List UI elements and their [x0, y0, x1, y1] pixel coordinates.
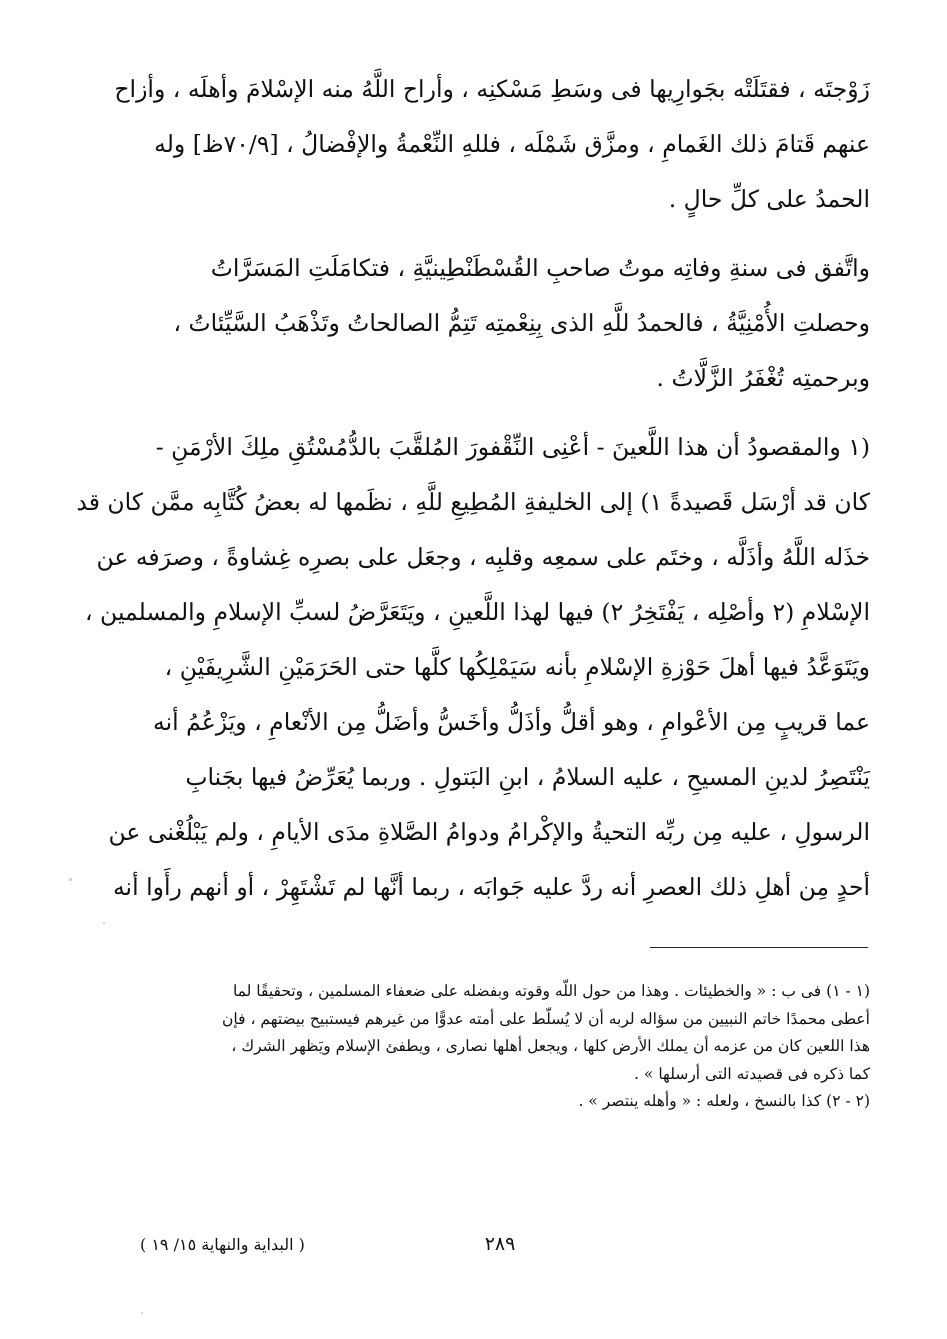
paragraph-gap: [138, 227, 870, 241]
text-line: كان قد أرْسَل قَصيدةً ١) إلى الخليفةِ المُطِيعِ للَّهِ ، نظَمها له بعضُ كُتَّابِه ممَّن كان قد: [76, 488, 870, 516]
footnotes: [138, 978, 870, 1116]
text-line: وبرحمتِه تُغْفَرُ الزَّلَّاتُ .: [656, 364, 870, 392]
scan-speck: [141, 1312, 143, 1314]
footnote-line: كما ذكره فى قصيدته التى أرسلها » .: [634, 1064, 870, 1083]
footnote-line: (١ - ١) فى ب : « والخطيئات . وهذا من حول اللّه وقوته وبفضله على ضعفاء المسلمين ، وتحقيقًا لما: [232, 982, 870, 1000]
scan-speck: [69, 878, 72, 881]
text-line: الإسْلامِ (٢ وأصْلِه ، يَفْتَخِرُ ٢) فيها لهذا اللَّعينِ ، ويَتَعَرَّضُ لسبِّ الإسلامِ والمسلمين ،: [85, 598, 870, 626]
text-line: الحمدُ على كلِّ حالٍ .: [668, 185, 870, 213]
footnote-line: (٢ - ٢) كذا بالنسخ ، ولعله : « وأهله ينتصر » .: [578, 1092, 870, 1110]
footnote-line: هذا اللعين كان من عزمه أن يملك الأرض كلها ، ويجعل أهلها نصارى ، ويطفئ الإسلام ويَظهر الشرك ،: [231, 1037, 870, 1055]
text-line: (١ والمقصودُ أن هذا اللَّعينَ - أعْنِى النِّقْفورَ المُلقَّبَ بالدُّمُسْتُقِ ملِكَ الأرْمَنِ -: [155, 433, 870, 461]
text-line: يَنْتَصِرُ لدينِ المسيحِ ، عليه السلامُ ، ابنِ البَتولِ . وربما يُعَرِّضُ فيها بجَنابِ: [185, 763, 870, 791]
text-line: الرسولِ ، عليه مِن ربِّه التحيةُ والإكْرامُ ودوامُ الصَّلاةِ مدَى الأيامِ ، ولم يَبْلُغْنى عن: [108, 818, 870, 846]
source-reference: ( البداية والنهاية ١٥/ ١٩ ): [140, 1235, 305, 1254]
paragraph-gap: [138, 406, 870, 420]
text-line: أحدٍ مِن أهلِ ذلك العصرِ أنه ردَّ عليه جَوابَه ، ربما أنَّها لم تَشْتَهِرْ ، أو أنهم رأَوا أنه: [112, 873, 870, 901]
text-line: ويَتَوَعَّدُ فيها أهلَ حَوْزةِ الإسْلامِ بأنه سَيَمْلِكُها كلَّها حتى الحَرَمَيْنِ الشَّرِيفَيْنِ ،: [164, 653, 870, 681]
text-line: زَوْجتَه ، فقتَلَتْه بجَوارِيها فى وسَطِ مَسْكنِه ، وأراح اللَّهُ منه الإسْلامَ وأهلَه ، وأزاح: [114, 75, 870, 103]
text-line: وحصلتِ الأُمْنِيَّةُ ، فالحمدُ للَّهِ الذى بِنِعْمتِه تَتِمُّ الصالحاتُ وتَذْهَبُ السَّيِّئاتُ ،: [173, 309, 870, 337]
text-line: عما قريبٍ مِن الأعْوامِ ، وهو أقلُّ وأذَلُّ وأخَسُّ وأضَلُّ مِن الأنْعامِ ، ويَزْعُمُ أنه: [152, 708, 870, 736]
main-text: [76, 62, 870, 915]
text-line: واتَّفق فى سنةِ وفاتِه موتُ صاحبِ القُسْطَنْطِينيَّةِ ، فتكامَلَتِ المَسَرَّاتُ: [210, 254, 870, 282]
paragraph-1: [114, 62, 870, 227]
paragraph-2: [138, 241, 870, 406]
text-line: عنهم قَتامَ ذلك الغَمامِ ، ومزَّق شَمْلَه ، فللهِ النِّعْمةُ والإفْضالُ ، [٧٠/٩ظ] وله: [154, 130, 870, 158]
footnote-line: أعطى محمدًا خاتم النبيين من سؤاله لربه أن لا يُسلّط على أمته عدوًّا من غيرهم فيستبيح بيضتهم ، فإن: [222, 1009, 870, 1028]
paragraph-3: [76, 420, 870, 915]
page-footer: [130, 1233, 870, 1261]
scan-speck: [103, 922, 105, 924]
text-line: خذَله اللَّهُ وأذَلَّه ، وختَم على سمعِه وقلبِه ، وجعَل على بصرِه غِشاوةً ، وصرَفه عن: [96, 543, 870, 571]
footnote-divider: [650, 947, 868, 948]
page-number: ٢٨٩: [484, 1233, 516, 1255]
